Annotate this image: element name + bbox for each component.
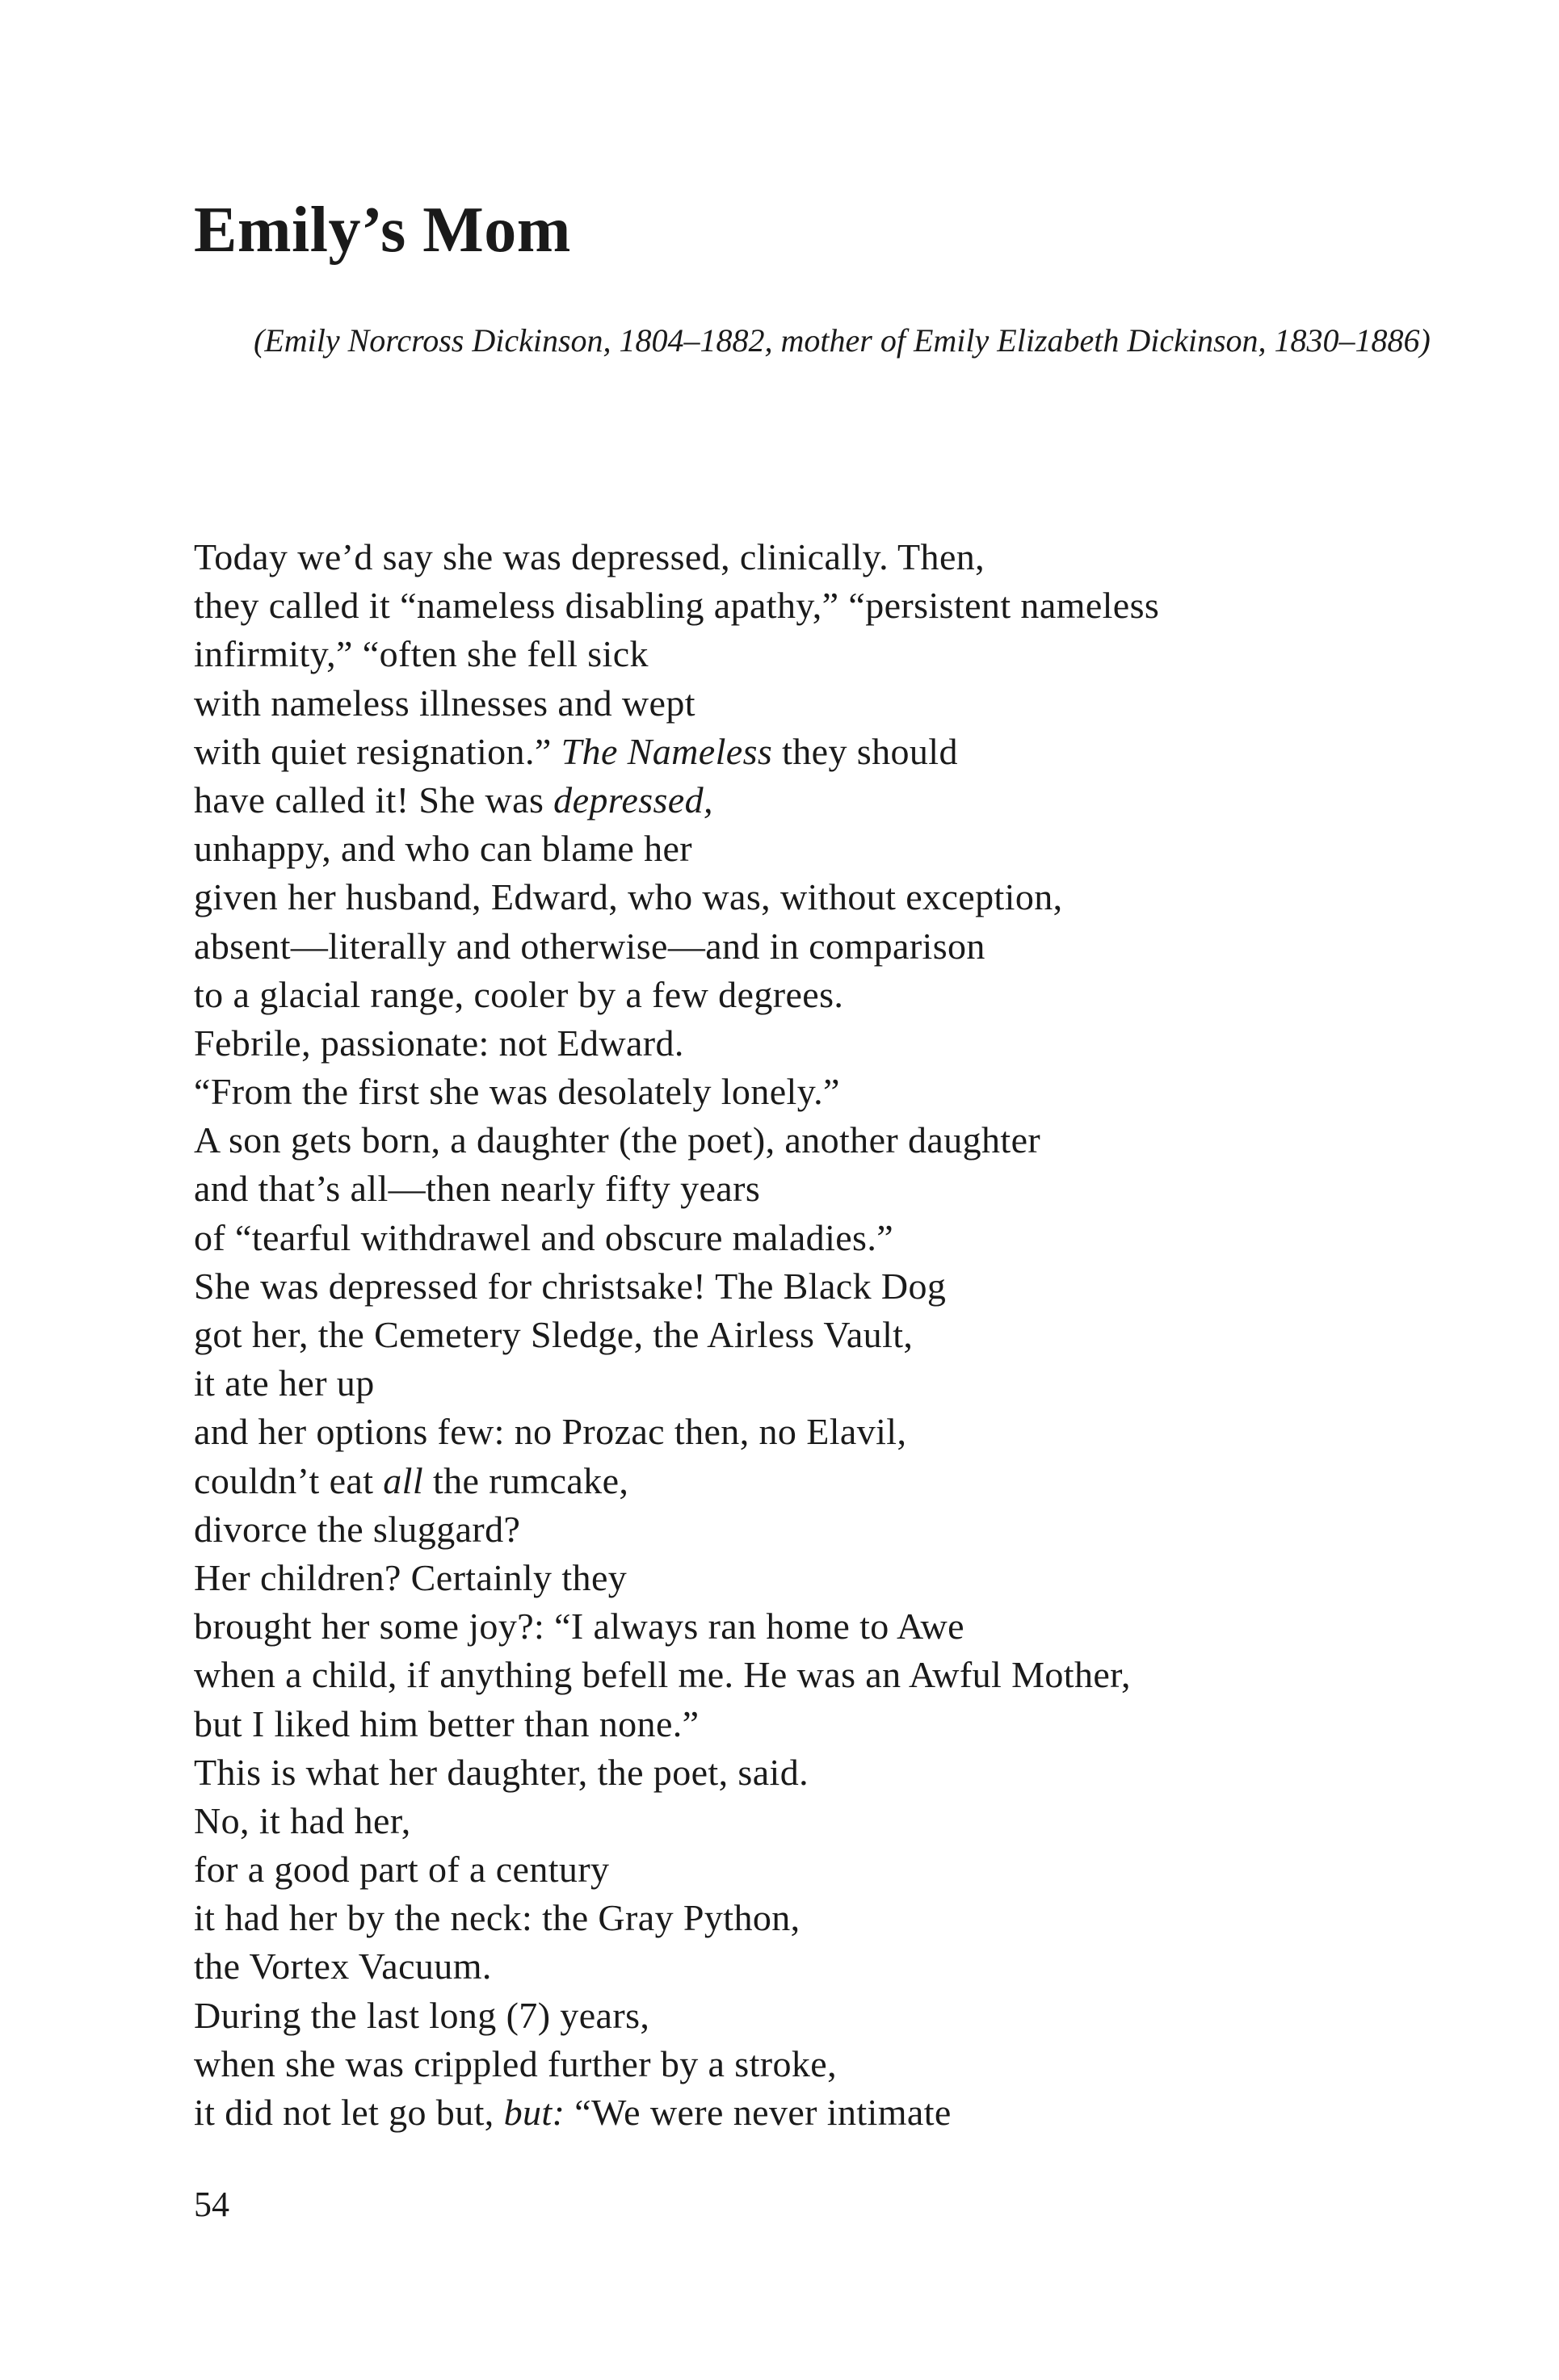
poem-text: they should: [772, 730, 958, 772]
poem-text: No, it had her,: [194, 1799, 411, 1841]
poem-text: A son gets born, a daughter (the poet), another daughter: [194, 1119, 1041, 1161]
poem-title: Emily’s Mom: [194, 195, 571, 266]
poem-text: with nameless illnesses and wept: [194, 682, 695, 724]
poem-line: [194, 1554, 1159, 1602]
poem-text: During the last long (7) years,: [194, 1994, 650, 2036]
poem-text: divorce the sluggard?: [194, 1508, 521, 1550]
poem-line: [194, 1651, 1159, 1699]
poem-text: Febrile, passionate: not Edward.: [194, 1022, 684, 1064]
poem-line: [194, 728, 1159, 776]
poem-text: it ate her up: [194, 1362, 375, 1404]
poem-body: [194, 533, 1159, 2137]
poem-text: of “tearful withdrawel and obscure maladies.”: [194, 1216, 894, 1258]
poem-line: [194, 1408, 1159, 1456]
poem-line: [194, 1602, 1159, 1651]
poem-line: [194, 1116, 1159, 1165]
poem-text: with quiet resignation.”: [194, 730, 561, 772]
poem-text: it did not let go but,: [194, 2092, 504, 2133]
poem-text: when a child, if anything befell me. He was an Awful Mother,: [194, 1654, 1131, 1696]
poem-text: couldn’t eat: [194, 1459, 384, 1501]
poem-text: and her options few: no Prozac then, no Elavil,: [194, 1411, 907, 1453]
poem-line: [194, 1068, 1159, 1116]
poem-text: brought her some joy?: “I always ran home to Awe: [194, 1606, 964, 1648]
poem-text: the Vortex Vacuum.: [194, 1946, 492, 1988]
poem-text: “From the first she was desolately lonely.”: [194, 1071, 840, 1113]
poem-text: it had her by the neck: the Gray Python,: [194, 1897, 801, 1939]
poem-line: [194, 1992, 1159, 2040]
poem-line: [194, 1457, 1159, 1505]
poem-text: Her children? Certainly they: [194, 1556, 628, 1598]
poem-line: [194, 1748, 1159, 1797]
poem-line: [194, 581, 1159, 630]
poem-text: This is what her daughter, the poet, said.: [194, 1751, 809, 1793]
poem-text: when she was crippled further by a stroke,: [194, 2042, 837, 2084]
poem-line: [194, 1262, 1159, 1311]
poem-line: [194, 1894, 1159, 1942]
poem-text: the rumcake,: [423, 1459, 629, 1501]
poem-text: She was depressed for christsake! The Black Dog: [194, 1265, 947, 1307]
poem-line: [194, 825, 1159, 873]
poem-italic-text: all: [383, 1459, 424, 1501]
poem-text: “We were never intimate: [565, 2092, 952, 2133]
poem-italic-text: The Nameless: [561, 730, 773, 772]
poem-line: [194, 1942, 1159, 1991]
poem-line: [194, 1214, 1159, 1262]
poem-line: [194, 971, 1159, 1019]
poem-text: have called it! She was: [194, 779, 554, 821]
poem-line: [194, 1797, 1159, 1845]
poem-text: but I liked him better than none.”: [194, 1702, 700, 1744]
page-number: 54: [194, 2185, 229, 2224]
poem-text: given her husband, Edward, who was, without exception,: [194, 876, 1063, 918]
poem-line: [194, 873, 1159, 921]
poem-line: [194, 1359, 1159, 1408]
poem-text: absent—literally and otherwise—and in comparison: [194, 925, 985, 967]
epigraph: (Emily Norcross Dickinson, 1804–1882, mother of Emily Elizabeth Dickinson, 1830–1886): [254, 322, 1431, 359]
poem-text: infirmity,” “often she fell sick: [194, 633, 649, 675]
poem-text: got her, the Cemetery Sledge, the Airless Vault,: [194, 1314, 914, 1355]
poem-line: [194, 1311, 1159, 1359]
poem-text: they called it “nameless disabling apathy,” “persistent nameless: [194, 585, 1160, 627]
poem-line: [194, 679, 1159, 728]
poem-line: [194, 2088, 1159, 2137]
poem-line: [194, 2040, 1159, 2088]
poem-italic-text: depressed,: [553, 779, 713, 821]
poem-text: to a glacial range, cooler by a few degrees.: [194, 973, 844, 1015]
poem-line: [194, 1845, 1159, 1894]
poem-text: Today we’d say she was depressed, clinically. Then,: [194, 536, 985, 577]
poem-text: for a good part of a century: [194, 1849, 610, 1891]
poem-text: unhappy, and who can blame her: [194, 828, 693, 870]
poem-text: and that’s all—then nearly fifty years: [194, 1168, 761, 1210]
poem-line: [194, 630, 1159, 678]
poem-line: [194, 1505, 1159, 1554]
poem-line: [194, 1700, 1159, 1748]
poem-italic-text: but:: [503, 2092, 565, 2133]
poem-line: [194, 533, 1159, 581]
poem-line: [194, 1019, 1159, 1068]
poem-line: [194, 1165, 1159, 1213]
poem-line: [194, 922, 1159, 971]
poem-line: [194, 776, 1159, 825]
